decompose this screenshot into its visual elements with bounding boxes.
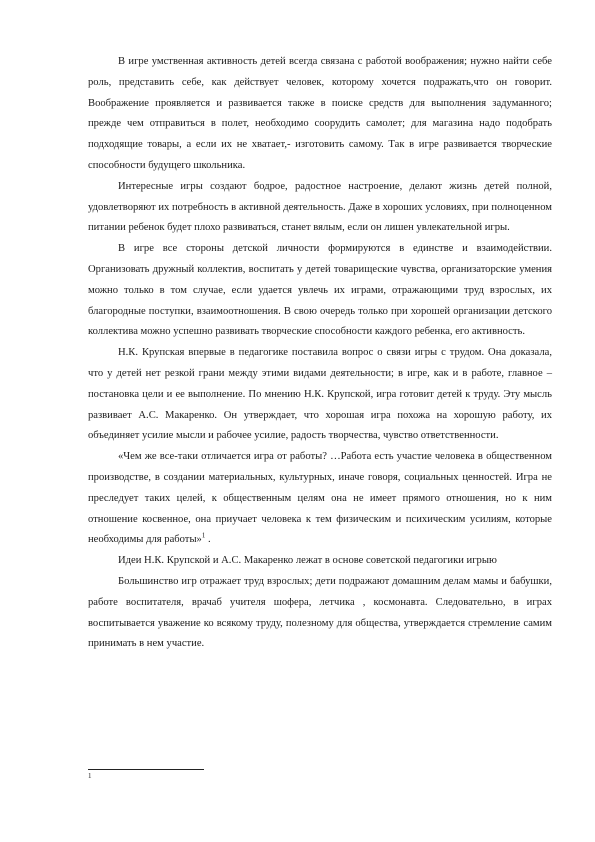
- paragraph-personality: В игре все стороны детской личности формируются в единстве и взаимодействии. Организовать дружный коллектив, воспитать у детей товарищеские чувства, организаторские умения можно только в том случае, если удается увлечь их играми, отражающими труд взрослых, их благородные поступки, взаимоотношения. В свою очередь только при хорошей организации детского коллектива можно успешно развивать творческие способности каждого ребенка, его активность.: [88, 243, 552, 338]
- paragraph-quote: [88, 447, 552, 551]
- quote-text: «Чем же все-таки отличается игра от работы? …Работа есть участие человека в общественном производстве, в создании материальных, культурных, иначе говоря, социальных ценностей. Игра не преследует таких целей, к общественным целям она не имеет прямого отношения, но к ним отношение косвенное, она приучает человека к тем физическим и психическим усилиям, которые необходимы для работы»: [88, 451, 552, 546]
- paragraph-interesting-games: Интересные игры создают бодрое, радостное настроение, делают жизнь детей полной, удовлетворяют их потребность в активной деятельность. Даже в хороших условиях, при полноценном питании ребенок будет плохо развиваться, станет вялым, если он лишен увлекательной игры.: [88, 180, 552, 234]
- paragraph-ideas: Идеи Н.К. Крупской и А.С. Макаренко лежат в основе советской педагогики игрыю: [118, 555, 497, 567]
- footnote-reference[interactable]: 1: [201, 531, 206, 540]
- paragraph-adult-labor: Большинство игр отражает труд взрослых; дети подражают домашним делам мамы и бабушки, работе воспитателя, врачаб учителя шофера, летчика , космонавта. Следовательно, в играх воспитывается уважение ко всякому труду, полезному для общества, утверждается стремление самим принимать в нем участие.: [88, 575, 552, 650]
- paragraph-krupskaya: Н.К. Крупская впервые в педагогике поставила вопрос о связи игры с трудом. Она доказала, что у детей нет резкой грани между этими видами деятельности; в игре, как и в работе, главное – постановка цели и ее выполнение. По мнению Н.К. Крупской, игра готовит детей к труду. Эту мысль развивает А.С. Макаренко. Он утверждает, что хорошая игра похожа на хорошую работу, их объединяет усилие мысли и рабочее усилие, радость творчества, чувство ответственности.: [88, 347, 552, 442]
- body-text: [88, 52, 552, 655]
- footnote-number: 1: [88, 772, 92, 780]
- quote-tail: .: [205, 534, 211, 546]
- footnote-separator: [88, 769, 204, 770]
- paragraph-imagination: В игре умственная активность детей всегда связана с работой воображения; нужно найти себе роль, представить себе, как действует человек, которому хочется подражать,что он говорит. Воображение проявляется и развивается также в поиске средств для выполнения задуманного; прежде чем отправиться в полет, необходимо соорудить самолет; для магазина надо подобрать подходящие товары, а если их не хватает,- изготовить самому. Так в игре развивается творческие способности будущего школьника.: [88, 56, 552, 171]
